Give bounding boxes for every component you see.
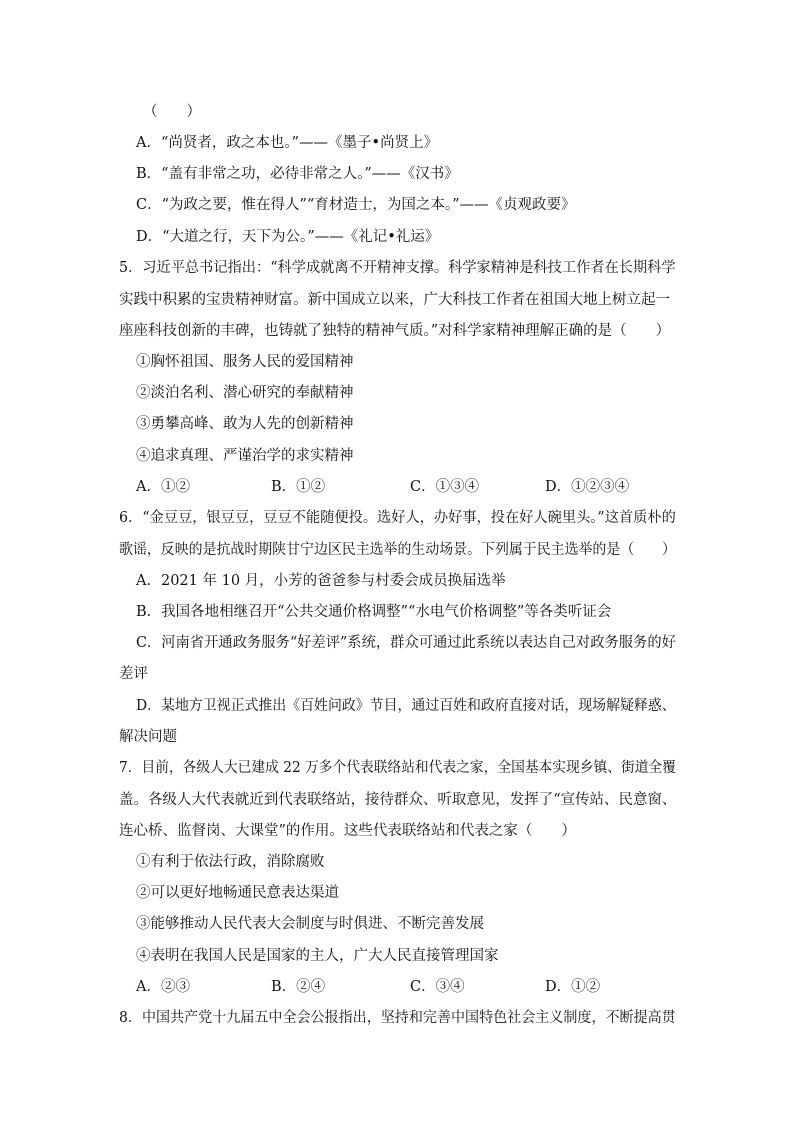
q4-option-d: D．“大道之行，天下为公。”——《礼记•礼运》 <box>136 229 440 245</box>
q5-choice-b: B．①② <box>271 479 326 495</box>
q5-stem-line-3: 座座科技创新的丰碑，也铸就了独特的精神气质。”对科学家精神理解正确的是（ ） <box>119 323 671 339</box>
q7-item-3: ③能够推动人民代表大会制度与时俱进、不断完善发展 <box>136 916 484 932</box>
q6-option-d-line-1: D．某地方卫视正式推出《百姓问政》节目，通过百姓和政府直接对话，现场解疑释惑、 <box>136 698 676 714</box>
q4-bracket: （ ） <box>143 104 201 120</box>
q4-option-c: C．“为政之要，惟在得人”“育材造士，为国之本。”——《贞观政要》 <box>136 197 576 213</box>
q6-option-d-line-2: 解决问题 <box>119 729 177 745</box>
q6-stem-line-2: 歌谣，反映的是抗战时期陕甘宁边区民主选举的生动场景。下列属于民主选举的是（ ） <box>119 542 676 558</box>
q5-item-4: ④追求真理、严谨治学的求实精神 <box>136 448 354 464</box>
q7-choice-c: C．③④ <box>410 979 465 995</box>
q6-option-a: A．2021 年 10 月，小芳的爸爸参与村委会成员换届选举 <box>136 573 506 589</box>
q7-item-2: ②可以更好地畅通民意表达渠道 <box>136 885 339 901</box>
q7-stem-line-3: 连心桥、监督岗、大课堂”的作用。这些代表联络站和代表之家（ ） <box>119 823 576 839</box>
q7-stem-line-2: 盖。各级人大代表就近到代表联络站，接待群众、听取意见，发挥了“宣传站、民意窗、 <box>119 792 677 808</box>
q5-item-2: ②淡泊名利、潜心研究的奉献精神 <box>136 385 354 401</box>
q6-option-c-line-2: 差评 <box>119 666 148 682</box>
q7-choice-d: D．①② <box>545 979 601 995</box>
q6-option-c-line-1: C．河南省开通政务服务“好差评”系统，群众可通过此系统以表达自己对政务服务的好 <box>136 635 676 651</box>
q5-choice-c: C．①③④ <box>410 479 480 495</box>
q5-choice-d: D．①②③④ <box>545 479 630 495</box>
q5-item-3: ③勇攀高峰、敢为人先的创新精神 <box>136 416 354 432</box>
q5-choice-a: A．①② <box>136 479 190 495</box>
q7-choice-a: A．②③ <box>136 979 190 995</box>
q5-item-1: ①胸怀祖国、服务人民的爱国精神 <box>136 354 354 370</box>
q7-item-1: ①有利于依法行政，消除腐败 <box>136 854 325 870</box>
q5-stem-line-2: 实践中积累的宝贵精神财富。新中国成立以来，广大科技工作者在祖国大地上树立起一 <box>119 292 670 308</box>
q5-stem-line-1: 5．习近平总书记指出：“科学成就离不开精神支撑。科学家精神是科技工作者在长期科学 <box>119 260 676 276</box>
q6-option-b: B．我国各地相继召开“公共交通价格调整”“水电气价格调整”等各类听证会 <box>136 604 612 620</box>
q7-item-4: ④表明在我国人民是国家的主人，广大人民直接管理国家 <box>136 948 499 964</box>
q4-option-b: B．“盖有非常之功，必待非常之人。”——《汉书》 <box>136 166 459 182</box>
q4-option-a: A．“尚贤者，政之本也。”——《墨子•尚贤上》 <box>136 135 439 151</box>
q8-stem-line-1: 8．中国共产党十九届五中全会公报指出，坚持和完善中国特色社会主义制度，不断提高贯 <box>119 1010 676 1026</box>
q7-stem-line-1: 7．目前，各级人大已建成 22 万多个代表联络站和代表之家，全国基本实现乡镇、街道全覆 <box>119 760 676 776</box>
q7-choice-b: B．②④ <box>271 979 326 995</box>
q6-stem-line-1: 6．“金豆豆，银豆豆，豆豆不能随便投。选好人，办好事，投在好人碗里头。”这首质朴的 <box>119 510 676 526</box>
